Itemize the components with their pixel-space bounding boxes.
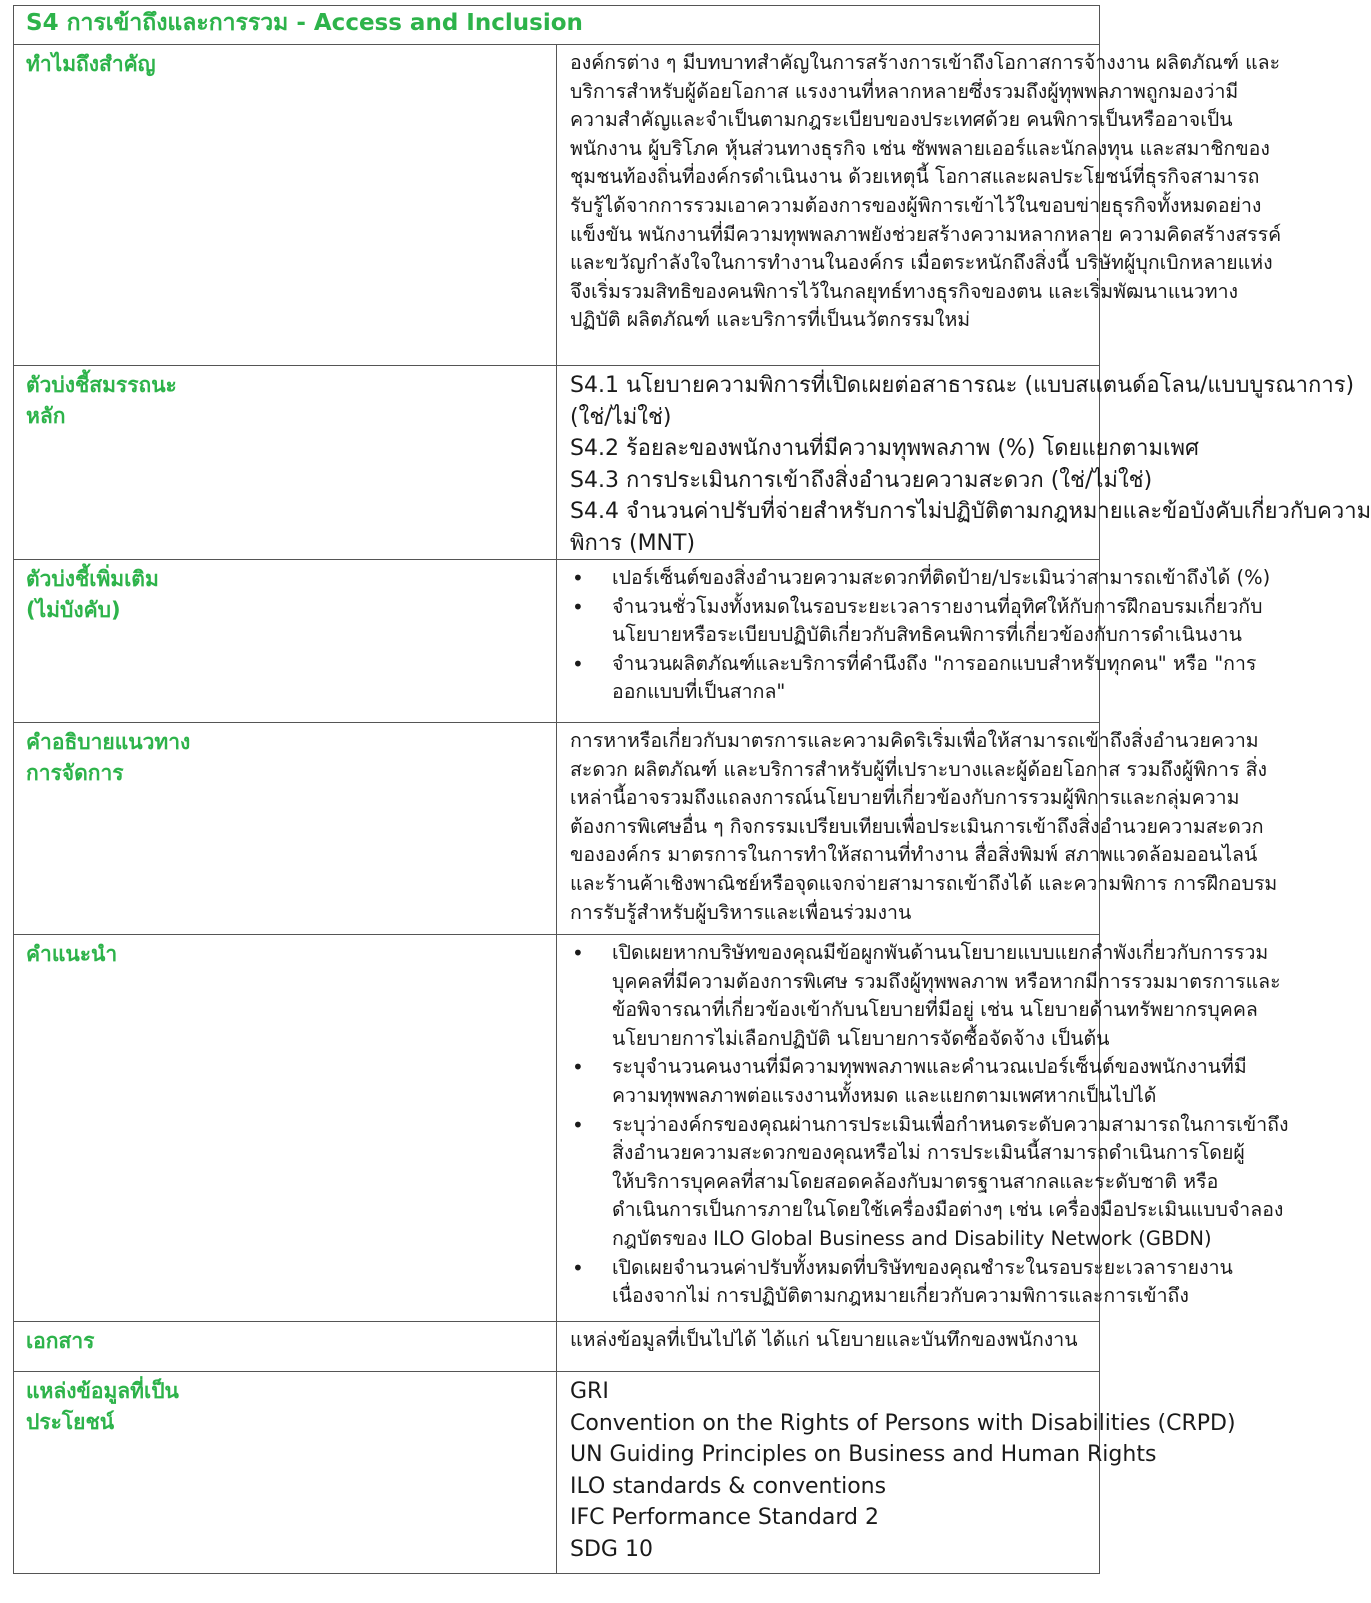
list-item-line: ออกแบบที่เป็นสากล" xyxy=(612,680,786,704)
row-management-approach xyxy=(14,723,1100,935)
row-label-documents: เอกสาร xyxy=(26,1329,95,1353)
label-cell-core xyxy=(14,366,557,560)
content-cell-core xyxy=(557,366,1371,560)
section-title: S4 การเข้าถึงและการรวม - Access and Inclusion xyxy=(26,10,583,36)
text-line: ความสำคัญและจำเป็นตามกฎระเบียบของประเทศด้วย คนพิการเป็นหรืออาจเป็น xyxy=(570,108,1233,132)
row-label-resources-cont: ประโยชน์ xyxy=(26,1410,115,1434)
text-line: เหล่านี้อาจรวมถึงแถลงการณ์นโยบายที่เกี่ยวข้องกับการรวมผู้พิการและกลุ่มความ xyxy=(570,786,1240,810)
row-label-additional-cont: (ไม่บังคับ) xyxy=(26,598,121,622)
list-item xyxy=(570,1111,1289,1254)
access-inclusion-table xyxy=(13,5,1371,1574)
text-line: การหาหรือเกี่ยวกับมาตรการและความคิดริเริ่มเพื่อให้สามารถเข้าถึงสิ่งอำนวยความ xyxy=(570,729,1259,752)
list-item xyxy=(570,650,1257,707)
text-line: จึงเริ่มรวมสิทธิของคนพิการไว้ในกลยุทธ์ทางธุรกิจของตน และเริ่มพัฒนาแนวทาง xyxy=(570,279,1239,303)
text-line: บริการสำหรับผู้ด้อยโอกาส แรงงานที่หลากหลายซึ่งรวมถึงผู้ทุพพลภาพถูกมองว่ามี xyxy=(570,79,1239,103)
indicator-s4-1: S4.1 นโยบายความพิการที่เปิดเผยต่อสาธารณะ (แบบสแตนด์อโลน/แบบบูรณาการ) xyxy=(570,373,1355,398)
list-item-line: ความทุพพลภาพต่อแรงงานทั้งหมด และแยกตามเพศหากเป็นไปได้ xyxy=(612,1083,1157,1107)
text-line: ขององค์กร มาตรการในการทำให้สถานที่ทำงาน สื่อสิ่งพิมพ์ สภาพแวดล้อมออนไลน์ xyxy=(570,843,1258,867)
list-item-line: ข้อพิจารณาที่เกี่ยวข้องเข้ากับนโยบายที่มีอยู่ เช่น นโยบายด้านทรัพยากรบุคคล xyxy=(612,998,1258,1022)
list-item-line: ดำเนินการเป็นการภายในโดยใช้เครื่องมือต่างๆ เช่น เครื่องมือประเมินแบบจำลอง xyxy=(612,1198,1284,1222)
row-resources xyxy=(14,1372,1100,1574)
indicator-s4-4-cont: พิการ (MNT) xyxy=(570,530,696,556)
resource-item-crpd: Convention on the Rights of Persons with Disabilities (CRPD) xyxy=(570,1410,1236,1436)
row-additional-indicators xyxy=(14,560,1100,723)
content-cell-documents xyxy=(557,1322,1100,1372)
content-cell-resources xyxy=(557,1372,1236,1574)
text-line: และร้านค้าเชิงพาณิชย์หรือจุดแจกจ่ายสามารถเข้าถึงได้ และความพิการ การฝึกอบรม xyxy=(570,871,1278,895)
resource-item-sdg10: SDG 10 xyxy=(570,1536,653,1562)
list-item xyxy=(570,1053,1247,1110)
text-line: พนักงาน ผู้บริโภค หุ้นส่วนทางธุรกิจ เช่น ซัพพลายเออร์และนักลงทุน และสมาชิกของ xyxy=(570,136,1270,160)
why-paragraph xyxy=(570,49,1282,335)
label-cell-why xyxy=(14,45,557,366)
content-cell-management xyxy=(557,723,1278,935)
label-cell-management xyxy=(14,723,557,935)
row-label-guidance: คำแนะนำ xyxy=(26,942,118,966)
row-label-core-cont: หลัก xyxy=(26,404,66,428)
documents-text xyxy=(570,1326,1091,1355)
text-line: องค์กรต่าง ๆ มีบทบาทสำคัญในการสร้างการเข้าถึงโอกาสการจ้างงาน ผลิตภัณฑ์ และ xyxy=(570,51,1281,74)
resource-item-ilo-standards: ILO standards & conventions xyxy=(570,1473,887,1499)
indicator-s4-2: S4.2 ร้อยละของพนักงานที่มีความทุพพลภาพ (%) โดยแยกตามเพศ xyxy=(570,436,1199,461)
text-line: ชุมชนท้องถิ่นที่องค์กรดำเนินงาน ด้วยเหตุนี้ โอกาสและผลประโยชน์ที่ธุรกิจสามารถ xyxy=(570,165,1260,189)
content-cell-guidance xyxy=(557,935,1289,1322)
row-label-management-cont: การจัดการ xyxy=(26,761,124,785)
management-paragraph xyxy=(570,727,1278,927)
text-line: รับรู้ได้จากการรวมเอาความต้องการของผู้พิการเข้าไว้ในขอบข่ายธุรกิจทั้งหมดอย่าง xyxy=(570,193,1262,217)
list-item-line: นโยบายการไม่เลือกปฏิบัติ นโยบายการจัดซื้อจัดจ้าง เป็นต้น xyxy=(612,1026,1110,1050)
content-cell-additional xyxy=(557,560,1271,723)
additional-indicator-list xyxy=(570,564,1271,707)
row-guidance xyxy=(14,935,1100,1322)
text-line: แข็งขัน พนักงานที่มีความทุพพลภาพยังช่วยสร้างความหลากหลาย ความคิดสร้างสรรค์ xyxy=(570,222,1282,246)
label-cell-additional xyxy=(14,560,557,723)
list-item-line: • เปอร์เซ็นต์ของสิ่งอำนวยความสะดวกที่ติดป้าย/ประเมินว่าสามารถเข้าถึงได้ (%) xyxy=(612,566,1271,589)
row-label-resources: แหล่งข้อมูลที่เป็น xyxy=(26,1379,179,1403)
row-label-additional: ตัวบ่งชี้เพิ่มเติม xyxy=(26,567,159,591)
list-item-line: นโยบายหรือระเบียบปฏิบัติเกี่ยวกับสิทธิคนพิการที่เกี่ยวข้องกับการดำเนินงาน xyxy=(612,623,1242,647)
row-label-why: ทำไมถึงสำคัญ xyxy=(26,52,156,76)
list-item-line: บุคคลที่มีความต้องการพิเศษ รวมถึงผู้ทุพพลภาพ หรือหากมีการรวมมาตรการและ xyxy=(612,969,1281,993)
list-item-line: สิ่งอำนวยความสะดวกของคุณหรือไม่ การประเมินนี้สามารถดำเนินการโดยผู้ xyxy=(612,1141,1245,1165)
list-item-line: • เปิดเผยจำนวนค่าปรับทั้งหมดที่บริษัทของคุณชำระในรอบระยะเวลารายงาน xyxy=(612,1255,1233,1279)
guidance-list xyxy=(570,939,1289,1311)
title-row xyxy=(14,6,1100,45)
list-item-line: • จำนวนผลิตภัณฑ์และบริการที่คำนึงถึง "การออกแบบสำหรับทุกคน" หรือ "การ xyxy=(612,651,1257,675)
row-why-important xyxy=(14,45,1100,366)
list-item-line: • ระบุจำนวนคนงานที่มีความทุพพลภาพและคำนวณเปอร์เซ็นต์ของพนักงานที่มี xyxy=(612,1055,1247,1079)
text-line: ต้องการพิเศษอื่น ๆ กิจกรรมเปรียบเทียบเพื่อประเมินการเข้าถึงสิ่งอำนวยความสะดวก xyxy=(570,814,1264,838)
list-item-line: • จำนวนชั่วโมงทั้งหมดในรอบระยะเวลารายงานที่อุทิศให้กับการฝึกอบรมเกี่ยวกับ xyxy=(612,594,1263,618)
indicator-s4-4: S4.4 จำนวนค่าปรับที่จ่ายสำหรับการไม่ปฏิบัติตามกฎหมายและข้อบังคับเกี่ยวกับความ xyxy=(570,499,1371,524)
text-line: และขวัญกำลังใจในการทำงานในองค์กร เมื่อตระหนักถึงสิ่งนี้ บริษัทผู้บุกเบิกหลายแห่ง xyxy=(570,251,1273,275)
resource-item-ifc-ps2: IFC Performance Standard 2 xyxy=(570,1505,879,1530)
indicator-s4-3: S4.3 การประเมินการเข้าถึงสิ่งอำนวยความสะดวก (ใช่/ไม่ใช่) xyxy=(570,467,1153,493)
row-core-indicators xyxy=(14,366,1100,560)
list-item xyxy=(570,939,1281,1053)
row-label-core: ตัวบ่งชี้สมรรถนะ xyxy=(26,373,177,397)
resource-item-gri: GRI xyxy=(570,1379,609,1404)
indicator-s4-1-cont: (ใช่/ไม่ใช่) xyxy=(570,404,672,430)
resource-item-un-guiding-principles: UN Guiding Principles on Business and Human Rights xyxy=(570,1442,1157,1467)
list-item-line: ให้บริการบุคคลที่สามโดยสอดคล้องกับมาตรฐานสากลและระดับชาติ หรือ xyxy=(612,1169,1219,1193)
list-item xyxy=(570,1254,1233,1311)
list-item-line: • ระบุว่าองค์กรของคุณผ่านการประเมินเพื่อกำหนดระดับความสามารถในการเข้าถึง xyxy=(612,1112,1289,1136)
resources-list xyxy=(570,1376,1236,1565)
label-cell-guidance xyxy=(14,935,557,1322)
label-cell-resources xyxy=(14,1372,557,1574)
list-item-line: เนื่องจากไม่ การปฏิบัติตามกฎหมายเกี่ยวกับความพิการและการเข้าถึง xyxy=(612,1284,1189,1308)
content-cell-why xyxy=(557,45,1282,366)
core-indicator-list xyxy=(570,370,1371,559)
text-line: การรับรู้สำหรับผู้บริหารและเพื่อนร่วมงาน xyxy=(570,900,912,924)
label-cell-documents xyxy=(14,1322,557,1372)
list-item xyxy=(570,564,1271,593)
row-documents xyxy=(14,1322,1100,1372)
text-line: ปฏิบัติ ผลิตภัณฑ์ และบริการที่เป็นนวัตกรรมใหม่ xyxy=(570,308,971,332)
text-line: สะดวก ผลิตภัณฑ์ และบริการสำหรับผู้ที่เปราะบางและผู้ด้อยโอกาส รวมถึงผู้พิการ สิ่ง xyxy=(570,757,1268,781)
list-item-line: กฎบัตรของ ILO Global Business and Disability Network (GBDN) xyxy=(612,1226,1212,1250)
row-label-management: คำอธิบายแนวทาง xyxy=(26,730,191,754)
text-line: แหล่งข้อมูลที่เป็นไปได้ ได้แก่ นโยบายและบันทึกของพนักงาน xyxy=(570,1328,1078,1351)
list-item-line: • เปิดเผยหากบริษัทของคุณมีข้อผูกพันด้านนโยบายแบบแยกลำพังเกี่ยวกับการรวม xyxy=(612,941,1269,964)
list-item xyxy=(570,593,1263,650)
title-cell xyxy=(14,6,1100,45)
